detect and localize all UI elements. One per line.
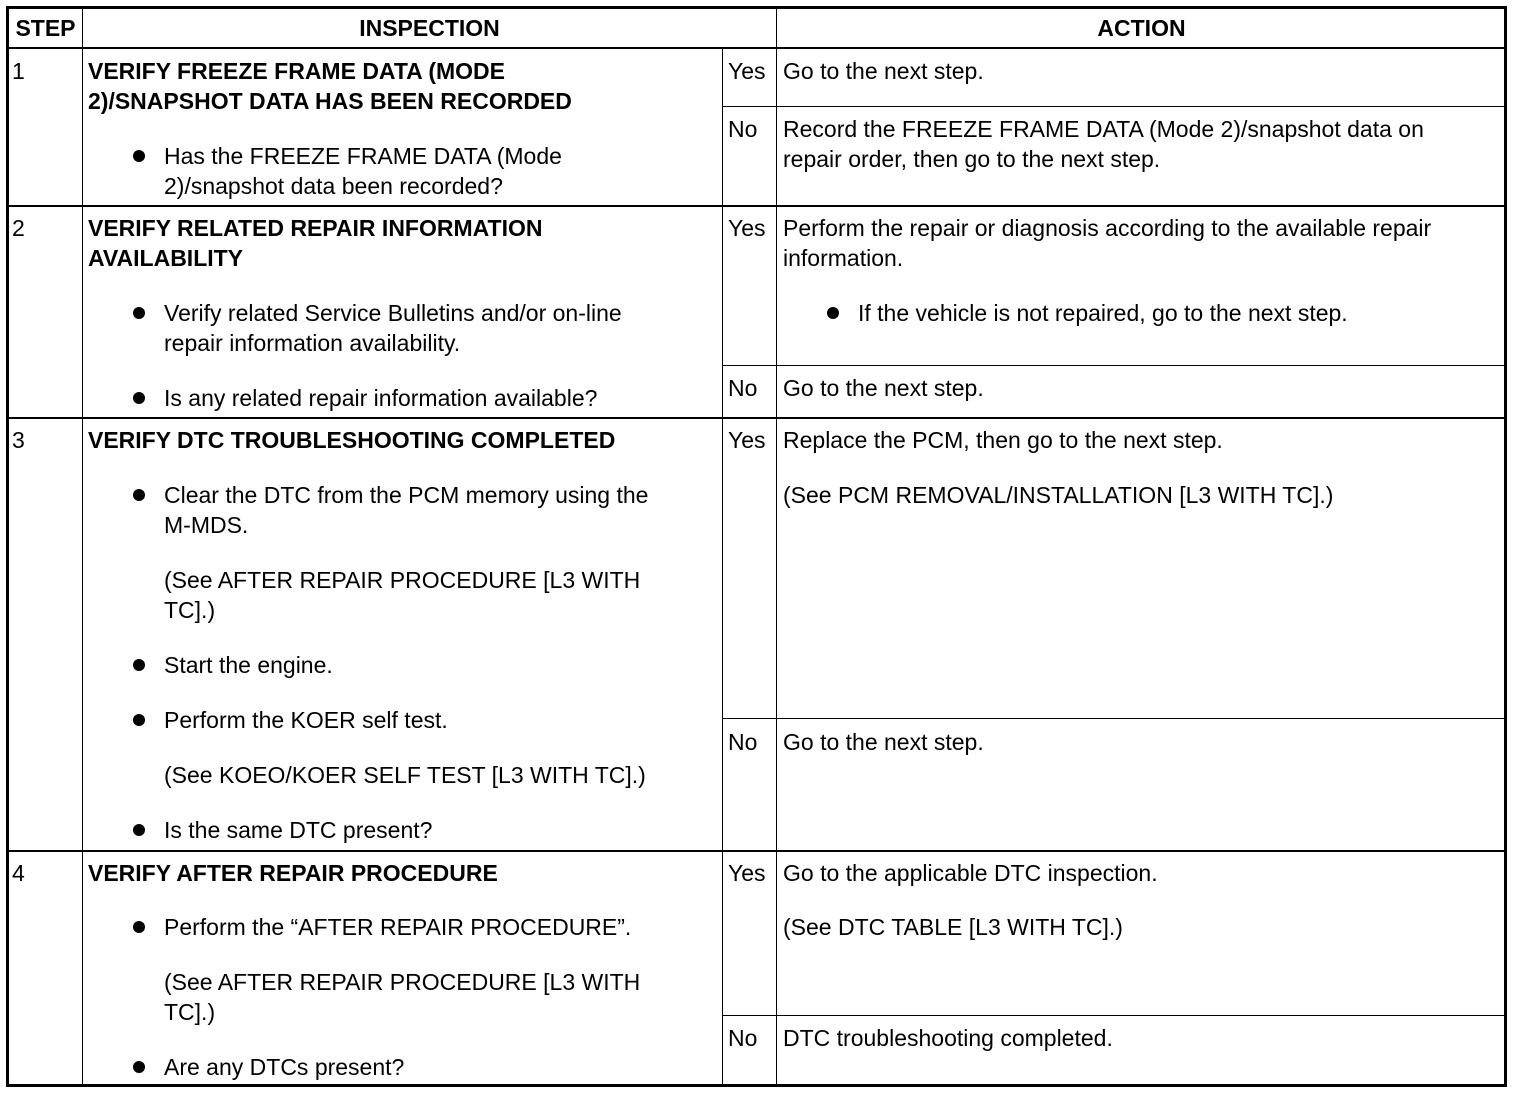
action-text: Go to the next step. (783, 729, 984, 755)
inspection-note: (See KOEO/KOER SELF TEST [L3 WITH TC].) (164, 762, 646, 788)
action-text: Go to the applicable DTC inspection. (783, 860, 1158, 886)
row1-divider (7, 205, 1506, 207)
header-inspection: INSPECTION (359, 15, 500, 41)
step-title-line: 2)/SNAPSHOT DATA HAS BEEN RECORDED (88, 88, 572, 114)
bullet-dot (133, 392, 145, 404)
bullet-dot (133, 824, 145, 836)
step-number: 1 (12, 58, 25, 84)
action-text: DTC troubleshooting completed. (783, 1025, 1113, 1051)
inspection-note: (See AFTER REPAIR PROCEDURE [L3 WITH (164, 969, 641, 995)
header-divider (7, 47, 1506, 49)
header-action: ACTION (1097, 15, 1186, 41)
step-number: 4 (12, 860, 25, 886)
bullet-dot (133, 150, 145, 162)
action-note: (See PCM REMOVAL/INSTALLATION [L3 WITH TC].) (783, 482, 1334, 508)
inspection-text: repair information availability. (164, 330, 461, 356)
action-text: information. (783, 245, 904, 271)
action-text: Go to the next step. (783, 375, 984, 401)
inspection-text: Perform the “AFTER REPAIR PROCEDURE”. (164, 914, 632, 940)
no-label: No (728, 116, 758, 142)
action-text: repair order, then go to the next step. (783, 146, 1161, 172)
action-text: If the vehicle is not repaired, go to the next step. (858, 300, 1348, 326)
row1-yes-no-divider (722, 106, 1506, 107)
yes-label: Yes (728, 860, 766, 886)
step-title-line: VERIFY RELATED REPAIR INFORMATION (88, 215, 543, 241)
no-label: No (728, 1025, 758, 1051)
yes-label: Yes (728, 58, 766, 84)
action-note: (See DTC TABLE [L3 WITH TC].) (783, 914, 1123, 940)
inspection-note: (See AFTER REPAIR PROCEDURE [L3 WITH (164, 567, 641, 593)
inspection-text: Verify related Service Bulletins and/or on-line (164, 300, 622, 326)
inspection-text: Clear the DTC from the PCM memory using the (164, 482, 649, 508)
step-title-line: VERIFY FREEZE FRAME DATA (MODE (88, 58, 505, 84)
inspection-text: Start the engine. (164, 652, 333, 678)
bullet-dot (133, 659, 145, 671)
bullet-dot (133, 489, 145, 501)
bullet-dot (133, 1061, 145, 1073)
inspection-text: Is the same DTC present? (164, 817, 433, 843)
inspection-text: 2)/snapshot data been recorded? (164, 173, 503, 199)
inspection-note: TC].) (164, 597, 216, 623)
no-label: No (728, 729, 758, 755)
row3-yes-no-divider (722, 718, 1506, 719)
col-divider-step (82, 7, 83, 1087)
col-divider-answer (722, 48, 723, 1086)
yes-label: Yes (728, 215, 766, 241)
inspection-text: Are any DTCs present? (164, 1054, 405, 1080)
bullet-dot (827, 307, 839, 319)
step-number: 3 (12, 427, 25, 453)
bullet-dot (133, 921, 145, 933)
no-label: No (728, 375, 758, 401)
bullet-dot (133, 307, 145, 319)
row4-yes-no-divider (722, 1015, 1506, 1016)
inspection-text: Has the FREEZE FRAME DATA (Mode (164, 143, 562, 169)
row3-divider (7, 850, 1506, 852)
action-text: Replace the PCM, then go to the next step. (783, 427, 1223, 453)
step-number: 2 (12, 215, 25, 241)
row2-divider (7, 417, 1506, 419)
step-title-line: VERIFY AFTER REPAIR PROCEDURE (88, 860, 498, 886)
step-title-line: VERIFY DTC TROUBLESHOOTING COMPLETED (88, 427, 616, 453)
yes-label: Yes (728, 427, 766, 453)
inspection-text: M-MDS. (164, 512, 249, 538)
col-divider-action (776, 7, 777, 1087)
action-text: Go to the next step. (783, 58, 984, 84)
header-step: STEP (15, 15, 76, 41)
row2-yes-no-divider (722, 365, 1506, 366)
step-title-line: AVAILABILITY (88, 245, 244, 271)
inspection-text: Perform the KOER self test. (164, 707, 448, 733)
inspection-note: TC].) (164, 999, 216, 1025)
action-text: Perform the repair or diagnosis according to the available repair (783, 215, 1432, 241)
action-text: Record the FREEZE FRAME DATA (Mode 2)/snapshot data on (783, 116, 1424, 142)
inspection-text: Is any related repair information available? (164, 385, 598, 411)
bullet-dot (133, 714, 145, 726)
